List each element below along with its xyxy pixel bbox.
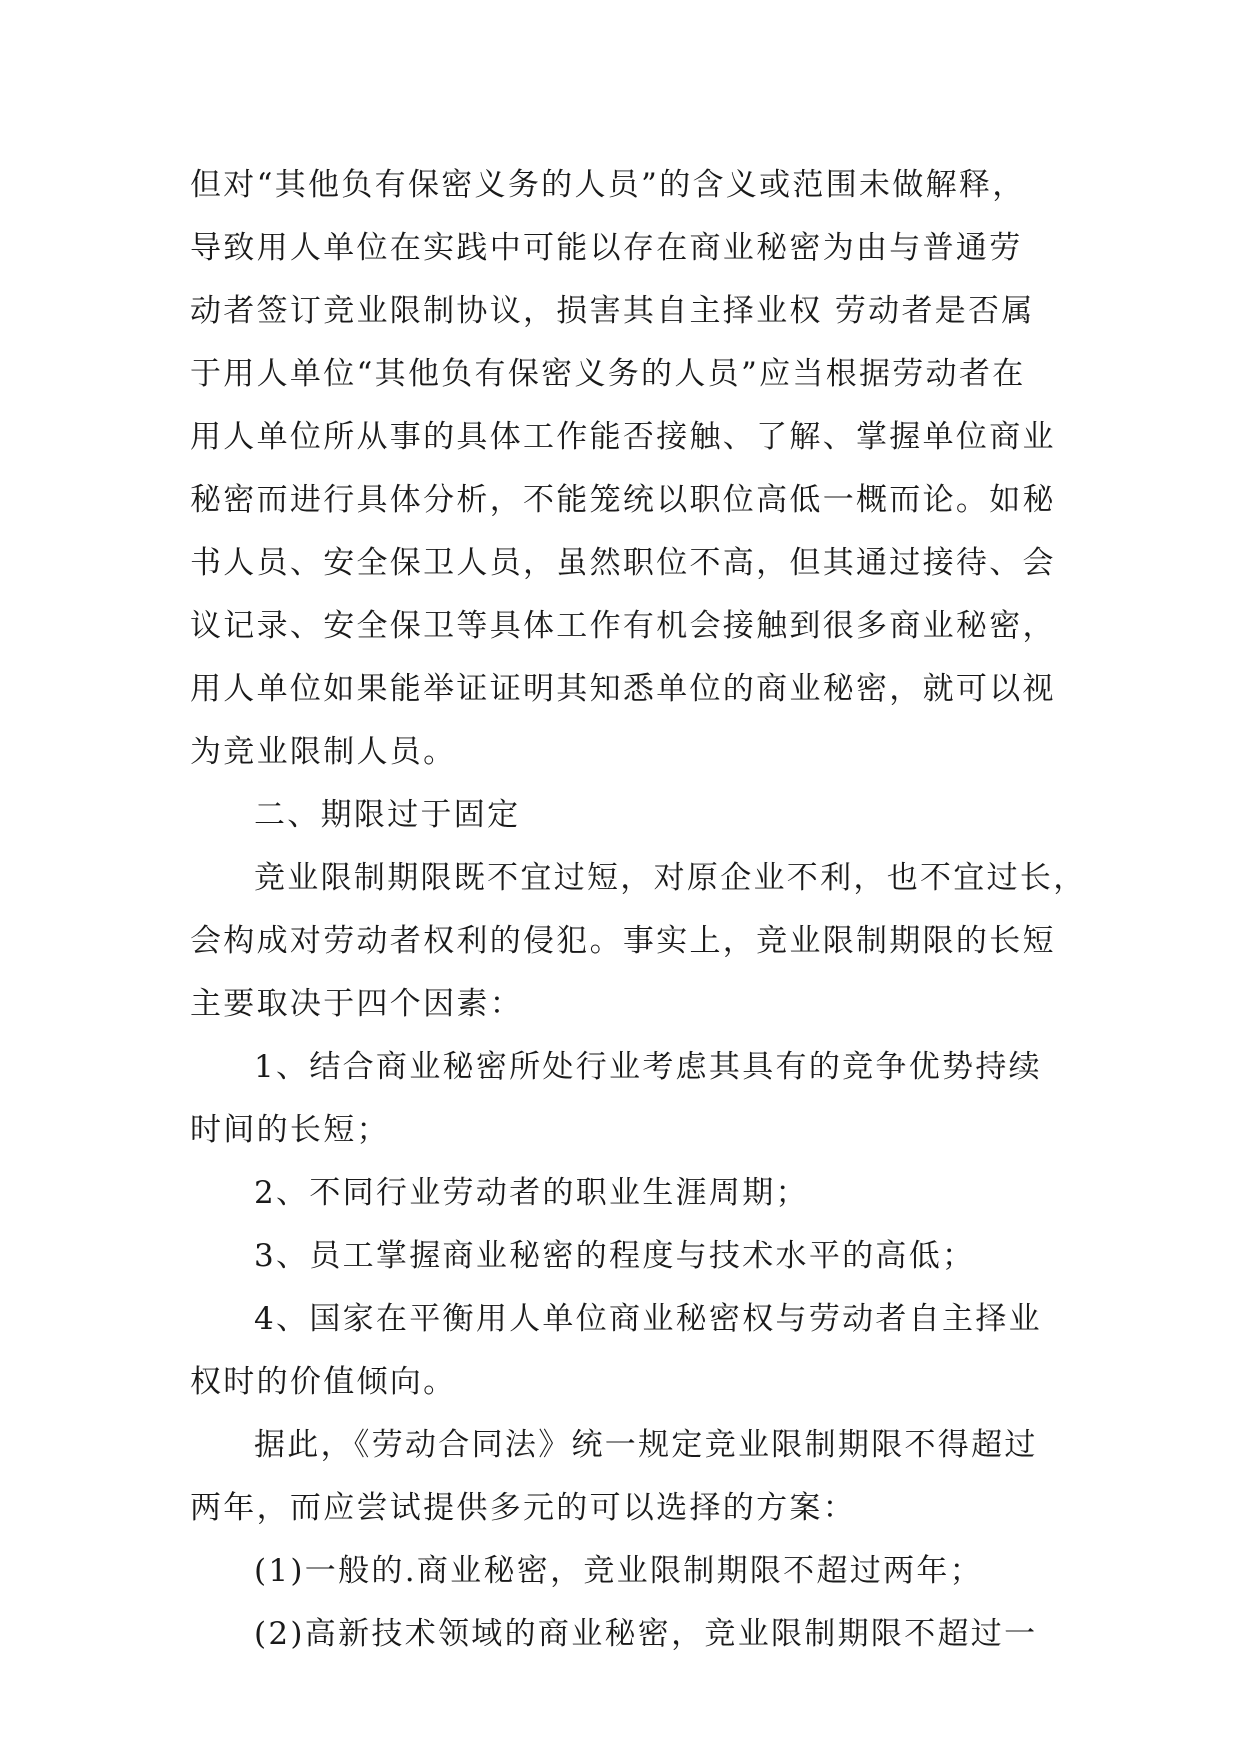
text-line: 主要取决于四个因素： [190,986,523,1022]
text-line: 导致用人单位在实践中可能以存在商业秘密为由与普通劳 [190,230,1023,266]
text-line: 竞业限制期限既不宜过短，对原企业不利，也不宜过长， [254,860,1087,896]
text-line: 权时的价值倾向。 [190,1364,457,1400]
list-item: (1)一般的.商业秘密，竞业限制期限不超过两年； [254,1553,983,1589]
list-item: 3、员工掌握商业秘密的程度与技术水平的高低； [254,1238,976,1274]
text-line: 书人员、安全保卫人员，虽然职位不高，但其通过接待、会 [190,545,1056,581]
text-line: 用人单位所从事的具体工作能否接触、了解、掌握单位商业 [190,419,1056,455]
text-line: 两年，而应尝试提供多元的可以选择的方案： [190,1490,856,1526]
list-item: 4、国家在平衡用人单位商业秘密权与劳动者自主择业 [254,1301,1042,1337]
list-item: 2、不同行业劳动者的职业生涯周期； [254,1175,809,1211]
text-line: 动者签订竞业限制协议，损害其自主择业权 劳动者是否属 [190,293,1035,329]
list-item: 1、结合商业秘密所处行业考虑其具有的竞争优势持续 [254,1049,1042,1085]
text-line: 于用人单位“其他负有保密义务的人员”应当根据劳动者在 [190,356,1026,392]
section-heading: 二、期限过于固定 [254,797,521,833]
text-line: 用人单位如果能举证证明其知悉单位的商业秘密，就可以视 [190,671,1056,707]
text-line: 据此，《劳动合同法》统一规定竞业限制期限不得超过 [254,1427,1038,1463]
text-line: 为竞业限制人员。 [190,734,457,770]
text-line: 秘密而进行具体分析，不能笼统以职位高低一概而论。如秘 [190,482,1056,518]
text-line: 时间的长短； [190,1112,390,1148]
text-line: 会构成对劳动者权利的侵犯。事实上，竞业限制期限的长短 [190,923,1056,959]
list-item: (2)高新技术领域的商业秘密，竞业限制期限不超过一 [254,1616,1038,1652]
text-line: 但对“其他负有保密义务的人员”的含义或范围未做解释， [190,167,1026,203]
text-line: 议记录、安全保卫等具体工作有机会接触到很多商业秘密， [190,608,1056,644]
